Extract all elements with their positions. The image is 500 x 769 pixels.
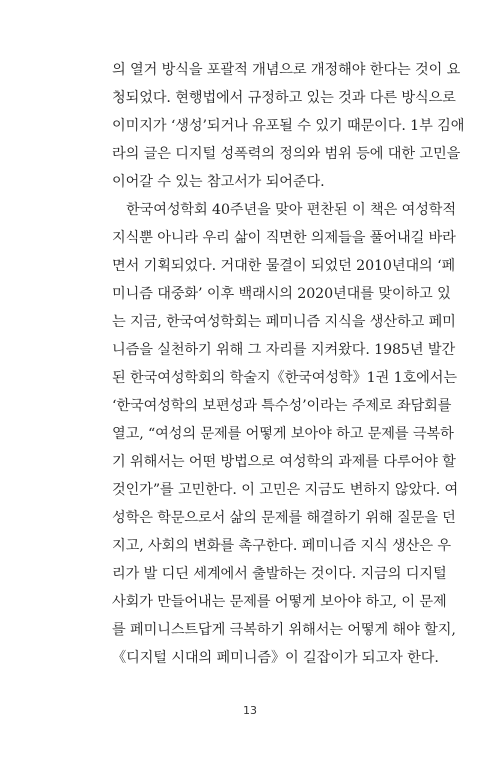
- text-line: 는 지금, 한국여성학회는 페미니즘 지식을 생산하고 페미: [112, 314, 456, 330]
- text-line: 열고, “여성의 문제를 어떻게 보아야 하고 문제를 극복하: [112, 426, 454, 442]
- text-line: 미니즘 대중화’ 이후 백래시의 2020년대를 맞이하고 있: [112, 286, 451, 302]
- text-line: 된 한국여성학회의 학술지《한국여성학》1권 1호에서는: [112, 370, 457, 386]
- text-line: 면서 기획되었다. 거대한 물결이 되었던 2010년대의 ‘페: [112, 258, 456, 274]
- text-line: 지고, 사회의 변화를 촉구한다. 페미니즘 지식 생산은 우: [112, 538, 452, 554]
- text-line: 이어갈 수 있는 참고서가 되어준다.: [112, 174, 325, 190]
- text-line: 이미지가 ‘생성’되거나 유포될 수 있기 때문이다. 1부 김애: [112, 118, 465, 134]
- body-text: [112, 56, 465, 672]
- paragraph-2: [112, 196, 459, 672]
- text-line: 의 열거 방식을 포괄적 개념으로 개정해야 한다는 것이 요: [112, 62, 461, 78]
- text-line: 한국여성학회 40주년을 맞아 편찬된 이 책은 여성학적: [126, 202, 457, 218]
- text-line: ‘한국여성학의 보편성과 특수성’이라는 주제로 좌담회를: [112, 398, 452, 414]
- text-line: 성학은 학문으로서 삶의 문제를 해결하기 위해 질문을 던: [112, 510, 456, 526]
- text-line: 라의 글은 디지털 성폭력의 정의와 범위 등에 대한 고민을: [112, 146, 461, 162]
- text-line: 《디지털 시대의 페미니즘》이 길잡이가 되고자 한다.: [112, 650, 439, 666]
- paragraph-1: [112, 56, 465, 196]
- text-line: 니즘을 실천하기 위해 그 자리를 지켜왔다. 1985년 발간: [112, 342, 456, 358]
- text-line: 를 페미니스트답게 극복하기 위해서는 어떻게 해야 할지,: [112, 622, 456, 638]
- text-line: 지식뿐 아니라 우리 삶이 직면한 의제들을 풀어내길 바라: [112, 230, 456, 246]
- page-number: 13: [243, 704, 257, 717]
- text-line: 청되었다. 현행법에서 규정하고 있는 것과 다른 방식으로: [112, 90, 456, 106]
- text-line: 기 위해서는 어떤 방법으로 여성학의 과제를 다루어야 할: [112, 454, 456, 470]
- text-line: 것인가”를 고민한다. 이 고민은 지금도 변하지 않았다. 여: [112, 482, 459, 498]
- text-line: 리가 발 디딘 세계에서 출발하는 것이다. 지금의 디지털: [112, 566, 447, 582]
- text-line: 사회가 만들어내는 문제를 어떻게 보아야 하고, 이 문제: [112, 594, 447, 610]
